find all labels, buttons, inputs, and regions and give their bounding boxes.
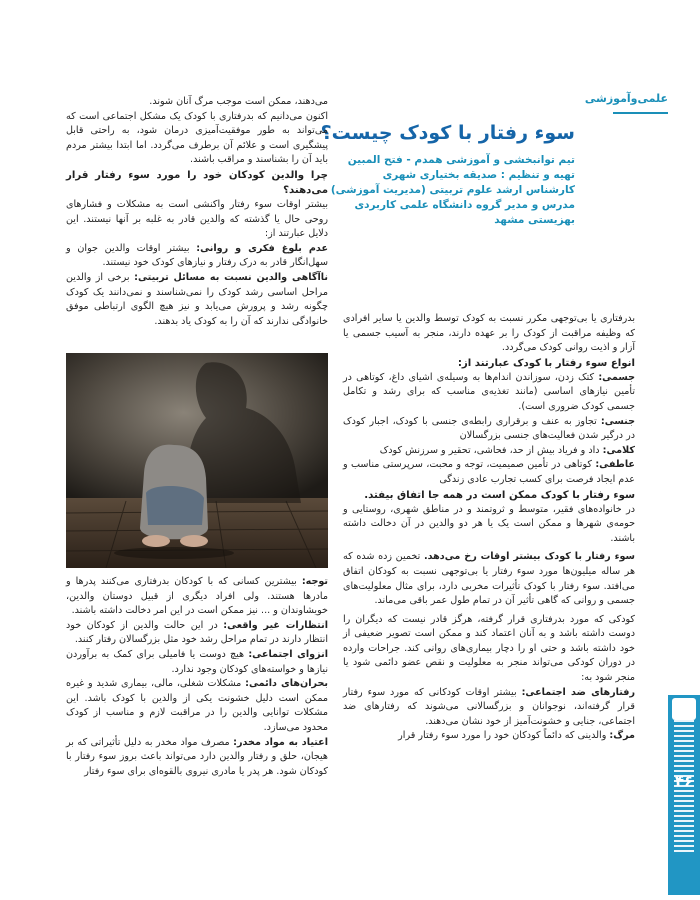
attention-paragraph — [66, 575, 328, 619]
antisocial-label: رفتارهای ضد اجتماعی: — [521, 686, 635, 698]
continuation-paragraph: می‌دهند، ممکن است موجب مرگ آنان شوند. — [149, 96, 328, 107]
verbal-text: داد و فریاد بیش از حد، فحاشی، تحقیر و سرزنش کودک — [379, 444, 600, 456]
left-column-top — [66, 95, 328, 329]
isolation-paragraph — [66, 648, 328, 677]
magazine-logo-icon — [672, 698, 696, 720]
expectations-label: انتظارات غیر واقعی: — [223, 619, 328, 631]
crisis-paragraph — [66, 677, 328, 735]
emotional-text: کوتاهی در تأمین صمیمیت، توجه و محبت، سرپرستی مناسب و عدم ایجاد فرصت برای کسب تجارب عادی زندگی — [343, 459, 635, 485]
isolation-text: هیچ دوست یا فامیلی برای کمک به برآوردن نیازها و خواسته‌های کودکان وجود ندارد. — [66, 648, 328, 675]
emotional-paragraph — [343, 458, 635, 487]
ignorance-text: برخی از والدین مراحل اساسی رشد کودک را نمی‌شناسند و نمی‌دانند یک کودک چگونه رشد و پرورش می‌یابد و نیز هیچ الگوی ارتباطی موفق خانوادگی ندارند که آن را به کودک یاد بدهند. — [66, 271, 328, 327]
most-paragraph — [343, 550, 635, 608]
section-tag: علمی‌وآموزشی — [584, 92, 668, 105]
most-text: تخمین زده شده که هر ساله میلیون‌ها مورد سوء رفتار یا بی‌توجهی نسبت به کودکان اتفاق می‌افتد. سوء رفتار با کودک تأثیرات مخربی دارد، برای مثال معلولیت‌های جسمی و روانی که گاهی تأثیر آن در تمام طول عمر باقی می‌ماند. — [343, 551, 635, 607]
sexual-text: تجاوز به عنف و برقراری رابطه‌ی جنسی با کودک، اجبار کودک در درگیر شدن فعالیت‌های جنسی بزرگسالان — [343, 415, 635, 442]
why-paragraph: بیشتر اوقات سوء رفتار واکنشی است به مشکلات و فشارهای روحی حال یا گذشته که والدین قادر به غلبه بر آنها نیستند. این دلایل عبارتند از: — [66, 198, 328, 240]
crisis-text: مشکلات شغلی، مالی، بیماری شدید و غیره ممکن است دلیل خشونت یکی از والدین با کودک باشد. این مشکلات توانایی والدین را در مراقبت لازم و مناسب از کودک محدود می‌سازد. — [66, 678, 328, 733]
verbal-label: کلامی: — [602, 444, 635, 456]
types-heading: انواع سوء رفتار با کودک عبارتند از: — [457, 357, 635, 369]
physical-paragraph — [343, 371, 635, 415]
right-column — [343, 312, 635, 744]
where-paragraph: در خانواده‌های فقیر، متوسط و ثروتمند و در مناطق شهری، روستایی و حومه‌ی شهرها و ممکن است یک یا هر دو والدین در آن دخالت داشته باشند. — [343, 503, 635, 544]
attention-text: بیشترین کسانی که با کودکان بدرفتاری می‌کنند پدرها و مادرها هستند. ولی افراد دیگری از قبیل دوستان والدین، خویشاوندان و ... نیز ممکن است در این امر دخالت داشته باشند. — [66, 576, 328, 617]
credit-line: مدرس و مدیر گروه دانشگاه علمی کاربردی — [354, 199, 575, 211]
article-photo — [66, 353, 328, 568]
awareness-paragraph: اکنون می‌دانیم که بدرفتاری با کودک یک مشکل اجتماعی است که می‌تواند به طور موفقیت‌آمیزی درمان شود، به راحتی قابل پیشگیری است و علائم آن برطرف می‌گردد. اما ابتدا بیشتر مردم باید آن را بشناسند و مراقب باشند. — [66, 110, 328, 166]
where-heading: سوء رفتار با کودک ممکن است در همه جا اتفاق بیفتد. — [364, 489, 635, 501]
physical-label: جسمی: — [598, 371, 635, 383]
expectations-paragraph — [66, 619, 328, 648]
attention-label: توجه: — [301, 576, 328, 587]
why-heading: چرا والدین کودکان خود را مورد سوء رفتار قرار می‌دهند؟ — [66, 169, 328, 196]
effects-paragraph: کودکی که مورد بدرفتاری قرار گرفته، هرگز قادر نیست که دیگران را دوست داشته باشد و به آنان اعتماد کند و ممکن است تصویر ضعیفی از خود داشته باشد و حتی او را دچار بیماری‌های روانی کند. جراحات وارده در دوران کودکی می‌تواند منجر به معلولیت و نقص عضو دائمی شود یا منجر شود به: — [343, 613, 635, 684]
expectations-text: در این حالت والدین از کودکان خود انتظار دارند در تمام مراحل رشد خود مثل بزرگسالان رفتار کنند. — [66, 619, 328, 646]
intro-paragraph: بدرفتاری یا بی‌توجهی مکرر نسبت به کودک توسط والدین یا سایر افرادی که وظیفه مراقبت از کودک را بر عهده دارند، منجر به آسیب جسمی یا آزار و اذیت روانی کودک می‌گردد. — [343, 313, 635, 354]
verbal-paragraph — [343, 444, 635, 459]
death-label: مرگ: — [609, 730, 635, 742]
drugs-paragraph — [66, 736, 328, 780]
credit-line: کارشناس ارشد علوم تربیتی (مدیریت آموزشی) — [330, 184, 575, 196]
drugs-label: اعتیاد به مواد مخدر: — [233, 736, 328, 748]
emotional-label: عاطفی: — [595, 459, 635, 471]
article-title: سوء رفتار با کودک چیست؟ — [320, 122, 575, 144]
most-heading: سوء رفتار با کودک بیشتر اوقات رخ می‌دهد. — [423, 551, 635, 563]
immaturity-text: بیشتر اوقات والدین جوان و سهل‌انگار قادر به درک رفتار و نیازهای کودک خود نیستند. — [66, 242, 328, 269]
page-number: ۴۶ — [674, 772, 694, 790]
credit-line: تیم توانبخشی و آموزشی همدم - فتح المبین — [347, 154, 575, 166]
left-column-bottom — [66, 575, 328, 779]
header-divider — [613, 112, 668, 114]
antisocial-paragraph — [343, 686, 635, 730]
sad-child-photo — [66, 353, 328, 568]
death-paragraph — [343, 729, 635, 744]
side-strip — [668, 695, 700, 895]
credit-line: بهزیستی مشهد — [494, 214, 575, 226]
ignorance-label: ناآگاهی والدین نسبت به مسائل تربیتی: — [134, 271, 328, 283]
credit-line: تهیه و تنظیم : صدیقه بختیاری شهری — [382, 169, 575, 181]
crisis-label: بحران‌های دائمی: — [245, 678, 329, 690]
physical-text: کتک زدن، سوزاندن اندام‌ها به وسیله‌ی اشیای داغ، کوتاهی در تأمین نیازهای اساسی (مانند تغذیه‌ی مناسب که برای رشد و تکامل جسمی کودک ضروری است). — [343, 371, 635, 412]
antisocial-text: بیشتر اوقات کودکانی که مورد سوء رفتار قرار گرفته‌اند، نوجوانان و بزرگسالانی می‌شوند که رفتارهای ضد اجتماعی، جنایی و خشونت‌آمیز از خود نشان می‌دهند. — [343, 686, 635, 727]
sexual-paragraph — [343, 415, 635, 444]
death-text: والدینی که دائماً کودکان خود را مورد سوء رفتار قرار — [398, 730, 607, 742]
ignorance-paragraph — [66, 271, 328, 329]
immaturity-paragraph — [66, 242, 328, 271]
drugs-text: مصرف مواد مخدر به دلیل تأثیراتی که بر هیجان، حلق و رفتار والدین دارد می‌تواند باعث بروز سوء رفتار با کودکان شود. هر پدر یا مادری نیروی بالقوه‌ای برای سوء رفتار — [66, 736, 328, 777]
isolation-label: انزوای اجتماعی: — [248, 648, 328, 660]
sexual-label: جنسی: — [600, 415, 635, 427]
immaturity-label: عدم بلوغ فکری و روانی: — [196, 242, 328, 254]
